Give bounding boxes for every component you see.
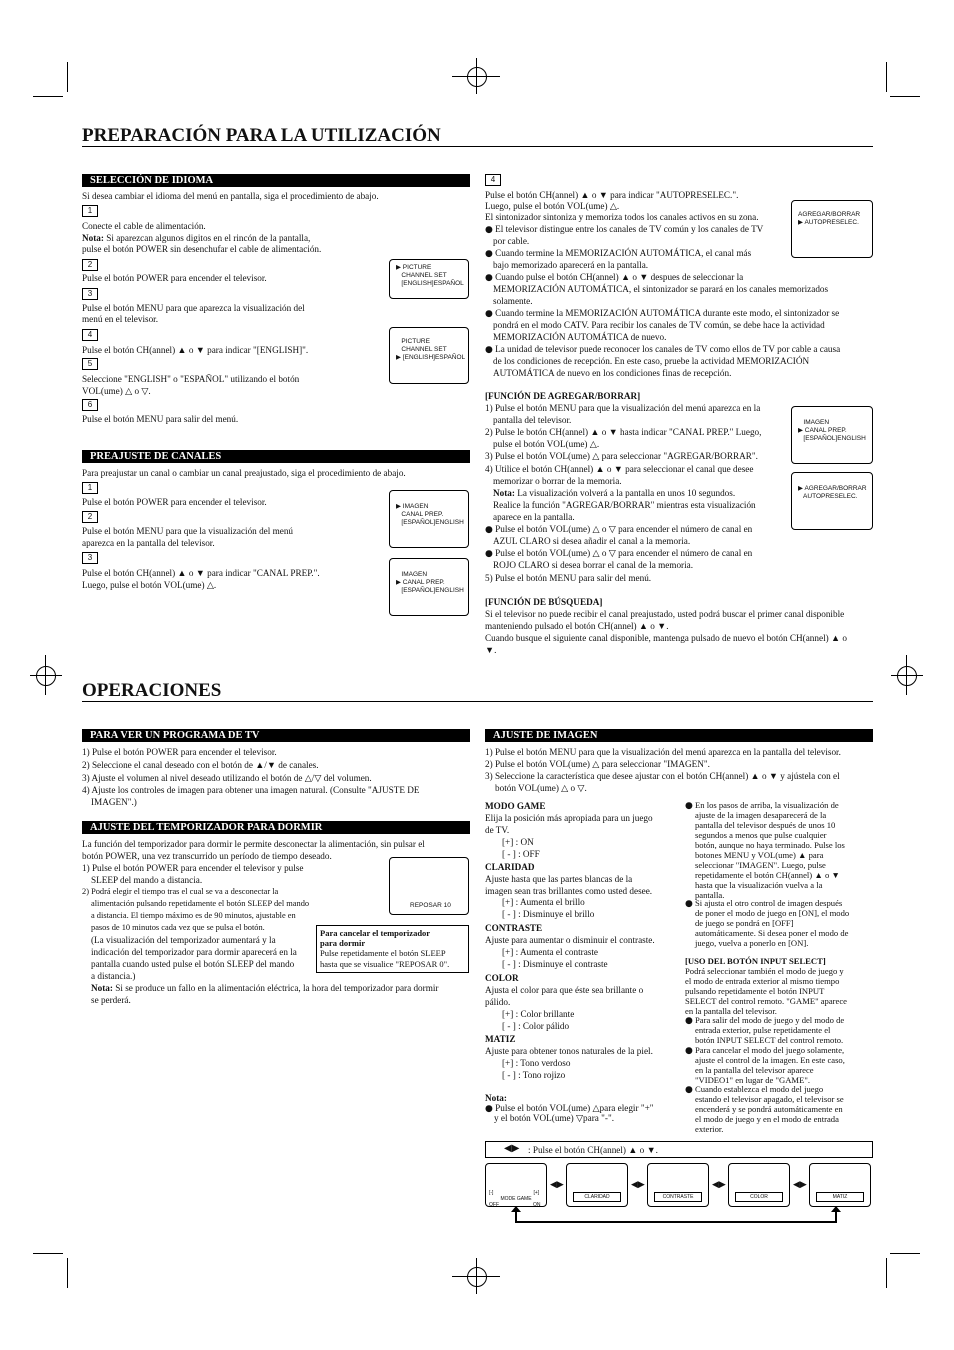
body-text: manteniendo pulsado el botón CH(annel) ▲ o ▼. (485, 621, 669, 631)
setting-option: [+] : Color brillante (502, 1009, 575, 1019)
setting-option: [+] : Tono verdoso (502, 1058, 571, 1068)
step-text: pantalla del televisor. (493, 415, 572, 425)
body-text: Si el televisor no puede recibir el canal preajustado, usted podrá buscar el primer canal disponible (485, 609, 845, 619)
bullet-text: ROJO CLARO si desea borrar el canal de la memoria. (493, 560, 694, 570)
tv-screen-menu: IMAGEN ▶ CANAL PREP. [ESPAÑOL]ENGLISH (389, 558, 469, 616)
body-text: Podrá seleccionar también el modo de juego y (685, 966, 844, 976)
setting-label: CLARIDAD (485, 862, 535, 872)
crop-mark (67, 1258, 68, 1288)
bullet-text: seleccionar "IMAGEN". Luego, pulse (695, 860, 826, 870)
step-text: 1) Pulse el botón POWER para encender el televisor. (82, 747, 277, 757)
note-text: Si se produce un fallo en la alimentación eléctrica, la hora del temporizador para dormir (112, 983, 439, 993)
note-text: y el botón VOL(ume) ▽para "-". (494, 1113, 615, 1123)
subsection-heading: [FUNCIÓN DE BÚSQUEDA] (485, 597, 603, 607)
step-text: 2) Seleccione el canal deseado con el botón de ▲/▼ de canales. (82, 760, 319, 770)
bullet-icon: ● (685, 899, 693, 909)
setting-label: MATIZ (485, 1034, 516, 1044)
crop-mark (67, 62, 68, 92)
bullet-text: exterior. (695, 1124, 724, 1134)
screen-matiz (809, 1163, 871, 1207)
step-text: 1) Pulse el botón MENU para que la visualización del menú aparezca en la pantalla del televisor. (485, 747, 841, 757)
step-number: 1 (82, 205, 98, 217)
screen-color (728, 1163, 790, 1207)
crop-mark (33, 96, 63, 97)
double-arrow-icon: ◀▶ (631, 1180, 645, 1190)
body-text: botón POWER, una vez transcurrido un período de tiempo deseado. (82, 851, 332, 861)
bullet-text: ajuste el control de la imagen. En este caso, (695, 1055, 845, 1065)
step-text: Pulse el botón POWER para encender el televisor. (82, 273, 267, 283)
step-text: 5) Pulse el botón MENU para salir del menú. (485, 573, 652, 583)
setting-desc: de TV. (485, 825, 510, 835)
step-number: 6 (82, 399, 98, 411)
note-label: Nota: (91, 983, 113, 993)
on-label: ON (533, 1202, 541, 1208)
step-text: a distancia. El tiempo máximo es de 90 minutos, ajustable en (91, 911, 296, 920)
bullet-icon: ● (685, 1085, 693, 1095)
bullet-text: segundos a menos que pulse cualquier (695, 830, 827, 840)
bullet-text: el modo de juego y en el modo de entrada (695, 1114, 839, 1124)
tv-screen-menu: PICTURE CHANNEL SET ▶ [ENGLISH]ESPAÑOL (389, 327, 469, 384)
body-text: La función del temporizador para dormir le permite desconectar la alimentación, sin pulsar el (82, 839, 425, 849)
step-text: Conecte el cable de alimentación. (82, 221, 206, 231)
step-text: Pulse el botón CH(annel) ▲ o ▼ para indicar "AUTOPRESELEC.". (485, 190, 739, 200)
screen-label: MATIZ (816, 1192, 864, 1202)
double-arrow-icon: ◀▶ (712, 1180, 726, 1190)
bullet-text: pantalla. (695, 890, 725, 900)
bullet-icon: ● (485, 225, 493, 235)
bullet-text: bajo memorizado aparecerá en la pantalla. (493, 260, 649, 270)
bullet-icon: ● (485, 309, 493, 319)
bullet-text: Cuando pulse el botón CH(annel) ▲ o ▼ despues de seleccionar la (495, 272, 744, 282)
note-text: Realice la función "AGREGAR/BORRAR" mientras esta visualización (493, 500, 756, 510)
bullet-text: botón INPUT SELECT del control remoto. (695, 1035, 844, 1045)
setting-desc: Ajuste para obtener tonos naturales de la piel. (485, 1046, 653, 1056)
box-text: hasta que se visualice "REPOSAR 0". (320, 959, 450, 969)
body-text: pulsando repetidamente el botón INPUT (685, 986, 825, 996)
bullet-text: solamente. (493, 296, 533, 306)
step-number: 2 (82, 259, 98, 271)
double-arrow-icon: ◀▶ (550, 1180, 564, 1190)
step-text: indicación del temporizador para dormir aparecerá en la (91, 947, 297, 957)
setting-desc: Elija la posición más apropiada para un juego (485, 813, 653, 823)
intro-text: Para preajustar un canal o cambiar un canal preajustado, siga el procedimiento de abajo. (82, 468, 406, 478)
bullet-text: juego, vuelva a ponerlo en [ON]. (695, 938, 809, 948)
step-text: Pulse el botón MENU para salir del menú. (82, 414, 239, 424)
arrow-legend-text: : Pulse el botón CH(annel) ▲ o ▼. (528, 1145, 658, 1155)
section-heading: AJUSTE DE IMAGEN (485, 729, 873, 742)
bullet-text: "VIDEO1" en lugar de "GAME". (695, 1075, 810, 1085)
double-arrow-icon: ◀▶ (504, 1143, 520, 1154)
step-text: Luego, pulse el botón VOL(ume) △. (82, 580, 217, 590)
section-heading: SELECCIÓN DE IDIOMA (82, 174, 470, 187)
step-text: memorizar o borrar de la memoria. (493, 476, 622, 486)
section-title-operaciones: OPERACIONES (82, 680, 222, 701)
bullet-text: botones MENU y VOL(ume) ▲ para (695, 850, 824, 860)
crop-mark (886, 1258, 887, 1288)
subsection-heading: [FUNCIÓN DE AGREGAR/BORRAR] (485, 391, 641, 401)
step-number: 5 (82, 358, 98, 370)
note-text: Pulse el botón VOL(ume) △para elegir "+" (495, 1103, 654, 1113)
body-text: el modo de entrada exterior al mismo tiempo (685, 976, 840, 986)
bullet-text: Pulse el botón VOL(ume) △ o ▽ para encender el número de canal en (495, 548, 753, 558)
bullet-text: AUTOMÁTICA de nuevo en los condiciones finas de recepción. (493, 368, 732, 378)
step-text: SLEEP del mando a distancia. (91, 875, 203, 885)
step-text: 2) Podrá elegir el tiempo tras el cual se va a desconectar la (82, 887, 279, 896)
bullet-text: estando el televisor apagado, el televisor se (695, 1094, 844, 1104)
bullet-text: El televisor distingue entre los canales de TV común y los canales de TV (495, 224, 764, 234)
loop-arrow-icon (510, 1206, 842, 1228)
bullet-text: botón, aunque no haya terminado. Pulse los (695, 840, 845, 850)
bullet-icon: ● (485, 549, 493, 559)
double-arrow-icon: ◀▶ (793, 1180, 807, 1190)
step-text: alimentación pulsando repetidamente el botón SLEEP del mando (91, 899, 310, 908)
body-text: ▼. (485, 645, 497, 655)
body-text: en la pantalla del televisor. (685, 1006, 777, 1016)
setting-desc: Ajusta el color para que éste sea brillante o (485, 985, 644, 995)
bullet-text: entrada exterior, pulse repetidamente el (695, 1025, 831, 1035)
bullet-text: de poner el modo de juego en [ON], el modo (695, 908, 850, 918)
off-label: OFF (489, 1202, 499, 1208)
step-number: 4 (82, 329, 98, 341)
section-heading: AJUSTE DEL TEMPORIZADOR PARA DORMIR (82, 821, 470, 834)
step-text: Pulse el botón CH(annel) ▲ o ▼ para indicar "[ENGLISH]". (82, 345, 309, 355)
setting-desc: Ajuste hasta que las partes blancas de la (485, 874, 633, 884)
setting-option: [+] : Aumenta el contraste (502, 947, 599, 957)
plus-label: [+] (533, 1190, 540, 1196)
bullet-text: de los condiciones de recepción. En este caso, pruebe la actividad MEMORIZACIÓN (493, 356, 810, 366)
bullet-text: La unidad de televisor puede reconocer los canales de TV como ellos de TV por cable a causa (495, 344, 841, 354)
bullet-text: repetidamente el botón CH(annel) ▲ o ▼ (695, 870, 840, 880)
screen-mode-game (485, 1163, 547, 1207)
bullet-text: pantalla del televisor después de unos 10 (695, 820, 836, 830)
bullet-text: Cuando termine la MEMORIZACIÓN AUTOMÁTICA, el canal más (495, 248, 752, 258)
section-heading: PREAJUSTE DE CANALES (82, 450, 470, 463)
note-label: Nota: (485, 1093, 507, 1103)
step-text: El sintonizador sintoniza y memoriza todos los canales activos en su zona. (485, 212, 759, 222)
setting-desc: Ajuste para aumentar o disminuir el contraste. (485, 935, 655, 945)
intro-text: Si desea cambiar el idioma del menú en pantalla, siga el procedimiento de abajo. (82, 191, 379, 201)
step-text: Pulse el botón MENU para que aparezca la visualización del (82, 303, 305, 313)
note-label: Nota: (82, 233, 104, 243)
step-number: 3 (82, 552, 98, 564)
page-title: PREPARACIÓN PARA LA UTILIZACIÓN (82, 125, 441, 146)
step-text: 3) Ajuste el volumen al nivel deseado utilizando el botón de △/▽ del volumen. (82, 773, 372, 783)
step-text: 4) Utilice el botón CH(annel) ▲ o ▼ para seleccionar el canal que desee (485, 464, 754, 474)
step-number: 1 (82, 482, 98, 494)
bullet-text: automáticamente. Si desea poner el modo de (695, 928, 849, 938)
tv-screen-menu: ▶ IMAGEN CANAL PREP. [ESPAÑOL]ENGLISH (389, 490, 469, 548)
screen-claridad (566, 1163, 628, 1207)
screen-label: COLOR (735, 1192, 783, 1202)
tv-screen-menu: ▶ AGREGAR/BORRAR AUTOPRESELEC. (791, 472, 873, 530)
tv-screen-sleep: REPOSAR 10 (389, 857, 469, 915)
box-title: para dormir (320, 938, 366, 948)
step-text: IMAGEN".) (91, 797, 137, 807)
screen-label: CONTRASTE (654, 1192, 702, 1202)
setting-option: [ - ] : OFF (502, 849, 540, 859)
bullet-icon: ● (685, 1016, 693, 1026)
section-heading: PARA VER UN PROGRAMA DE TV (82, 729, 470, 742)
screen-label: MODE GAME (500, 1196, 532, 1202)
crop-mark (890, 1253, 920, 1254)
bullet-text: hasta que la visualización vuelva a la (695, 880, 823, 890)
step-text: botón VOL(ume) △ o ▽. (495, 783, 587, 793)
arrow-legend-box (485, 1141, 873, 1158)
box-text: Pulse repetidamente el botón SLEEP (320, 948, 446, 958)
bullet-icon: ● (685, 1046, 693, 1056)
step-text: pasos de 10 minutos cada vez que se pulsa el botón. (91, 923, 265, 932)
setting-option: [ - ] : Color pálido (502, 1021, 570, 1031)
setting-desc: imagen sean tras brillantes como usted desee. (485, 886, 653, 896)
step-number: 2 (82, 511, 98, 523)
tv-screen-menu: IMAGEN ▶ CANAL PREP. [ESPAÑOL]ENGLISH (791, 406, 873, 464)
step-text: 2) Pulse le botón CH(annel) ▲ o ▼ hasta indicar "CANAL PREP." Luego, (485, 427, 762, 437)
step-text: aparezca en la pantalla del televisor. (82, 538, 215, 548)
step-text: 2) Pulse el botón VOL(ume) △ para seleccionar "IMAGEN". (485, 759, 710, 769)
subsection-heading: [USO DEL BOTÓN INPUT SELECT] (685, 956, 826, 966)
step-text: (La visualización del temporizador aumentará y la (91, 935, 276, 945)
minus-label: [-] (489, 1190, 494, 1196)
bullet-text: Si ajusta el otro control de imagen después (695, 898, 843, 908)
bullet-text: MEMORIZACIÓN AUTOMÁTICA de nuevo. (493, 332, 667, 342)
screen-contraste (647, 1163, 709, 1207)
bullet-icon: ● (485, 249, 493, 259)
note-label: Nota: (493, 488, 515, 498)
setting-label: CONTRASTE (485, 923, 543, 933)
step-text: 4) Ajuste los controles de imagen para obtener una imagen natural. (Consulte "AJUSTE DE (82, 785, 420, 795)
bullet-text: Para salir del modo de juego y del modo de (695, 1015, 845, 1025)
bullet-text: por cable. (493, 236, 530, 246)
body-text: Cuando busque el siguiente canal disponible, mantenga pulsado de nuevo el botón CH(annel) ▲ o (485, 633, 847, 643)
bullet-text: encenderá y se pondrá automáticamente en (695, 1104, 843, 1114)
step-text: VOL(ume) △ o ▽. (82, 386, 151, 396)
bullet-text: en la pantalla del televisor aparece (695, 1065, 814, 1075)
crop-mark (890, 96, 920, 97)
step-text: Pulse el botón POWER para encender el televisor. (82, 497, 267, 507)
step-text: menú en el televisor. (82, 314, 159, 324)
step-text: Seleccione "ENGLISH" o "ESPAÑOL" utilizando el botón (82, 374, 300, 384)
box-title: Para cancelar el temporizador (320, 928, 431, 938)
setting-option: [+] : ON (502, 837, 534, 847)
tv-screen-menu: AGREGAR/BORRAR ▶ AUTOPRESELEC. (791, 200, 873, 258)
step-text: pulse el botón VOL(ume) △. (493, 439, 600, 449)
setting-label: MODO GAME (485, 801, 546, 811)
cancel-sleep-box (316, 925, 469, 973)
bullet-icon: ● (485, 1104, 493, 1114)
bullet-text: de juego se pondrá en [OFF] (695, 918, 794, 928)
note-text: pulse el botón POWER sin desenchufar el cable de alimentación. (82, 244, 322, 254)
note-text: Si aparezcan algunos digitos en el rincón de la pantalla, (103, 233, 311, 243)
bullet-text: ajuste de la imagen desaparecerá de la (695, 810, 827, 820)
step-text: 1) Pulse el botón MENU para que la visualización del menú aparezca en la (485, 403, 761, 413)
bullet-text: En los pasos de arriba, la visualización de (695, 800, 839, 810)
bullet-icon: ● (685, 801, 693, 811)
bullet-text: Cuando establezca el modo del juego (695, 1084, 824, 1094)
step-text: pantalla cuando usted pulse el botón SLEEP del mando (91, 959, 295, 969)
screen-label: CLARIDAD (573, 1192, 621, 1202)
bullet-text: Para cancelar el modo del juego solamente, (695, 1045, 845, 1055)
step-text: Luego, pulse el botón VOL(ume) △. (485, 201, 620, 211)
setting-desc: pálido. (485, 997, 511, 1007)
setting-option: [ - ] : Disminuye el brillo (502, 909, 595, 919)
step-number: 3 (82, 288, 98, 300)
step-text: Pulse el botón MENU para que la visualización del menú (82, 526, 294, 536)
body-text: SELECT del control remoto. "GAME" aparece (685, 996, 847, 1006)
title-rule (82, 146, 873, 147)
setting-option: [+] : Aumenta el brillo (502, 897, 585, 907)
bullet-icon: ● (485, 273, 493, 283)
step-text: 3) Pulse el botón VOL(ume) △ para seleccionar "AGREGAR/BORRAR". (485, 451, 758, 461)
bullet-text: Cuando termine la MEMORIZACIÓN AUTOMÁTICA durante este modo, el sintonizador se (495, 308, 840, 318)
step-text: 3) Seleccione la característica que desee ajustar con el botón CH(annel) ▲ o ▼ y ajústela con el (485, 771, 840, 781)
setting-label: COLOR (485, 973, 519, 983)
step-text: 1) Pulse el botón POWER para encender el televisor y pulse (82, 863, 304, 873)
crop-mark (886, 62, 887, 92)
bullet-text: MEMORIZACIÓN AUTOMÁTICA, el sintonizador se parará en los canales memorizados (493, 284, 829, 294)
title-rule (82, 701, 873, 702)
setting-option: [ - ] : Tono rojizo (502, 1070, 566, 1080)
step-number: 4 (485, 174, 501, 186)
bullet-icon: ● (485, 345, 493, 355)
bullet-icon: ● (485, 525, 493, 535)
bullet-text: Pulse el botón VOL(ume) △ o ▽ para encender el número de canal en (495, 524, 753, 534)
crop-mark (33, 1253, 63, 1254)
step-text: a distancia.) (91, 971, 136, 981)
step-text: Pulse el botón CH(annel) ▲ o ▼ para indicar "CANAL PREP.". (82, 568, 320, 578)
tv-screen-menu: ▶ PICTURE CHANNEL SET [ENGLISH]ESPAÑOL (389, 259, 469, 299)
setting-option: [ - ] : Disminuye el contraste (502, 959, 608, 969)
note-text: se perderá. (91, 995, 131, 1005)
bullet-text: AZUL CLARO si desea añadir el canal a la memoria. (493, 536, 691, 546)
note-text: aparece en la pantalla. (493, 512, 575, 522)
bullet-text: pondrá en el modo CATV. Para recibir los canales de TV común, se debe hace la actividad (493, 320, 825, 330)
note-text: La visualización volverá a la pantalla en unos 10 segundos. (514, 488, 736, 498)
